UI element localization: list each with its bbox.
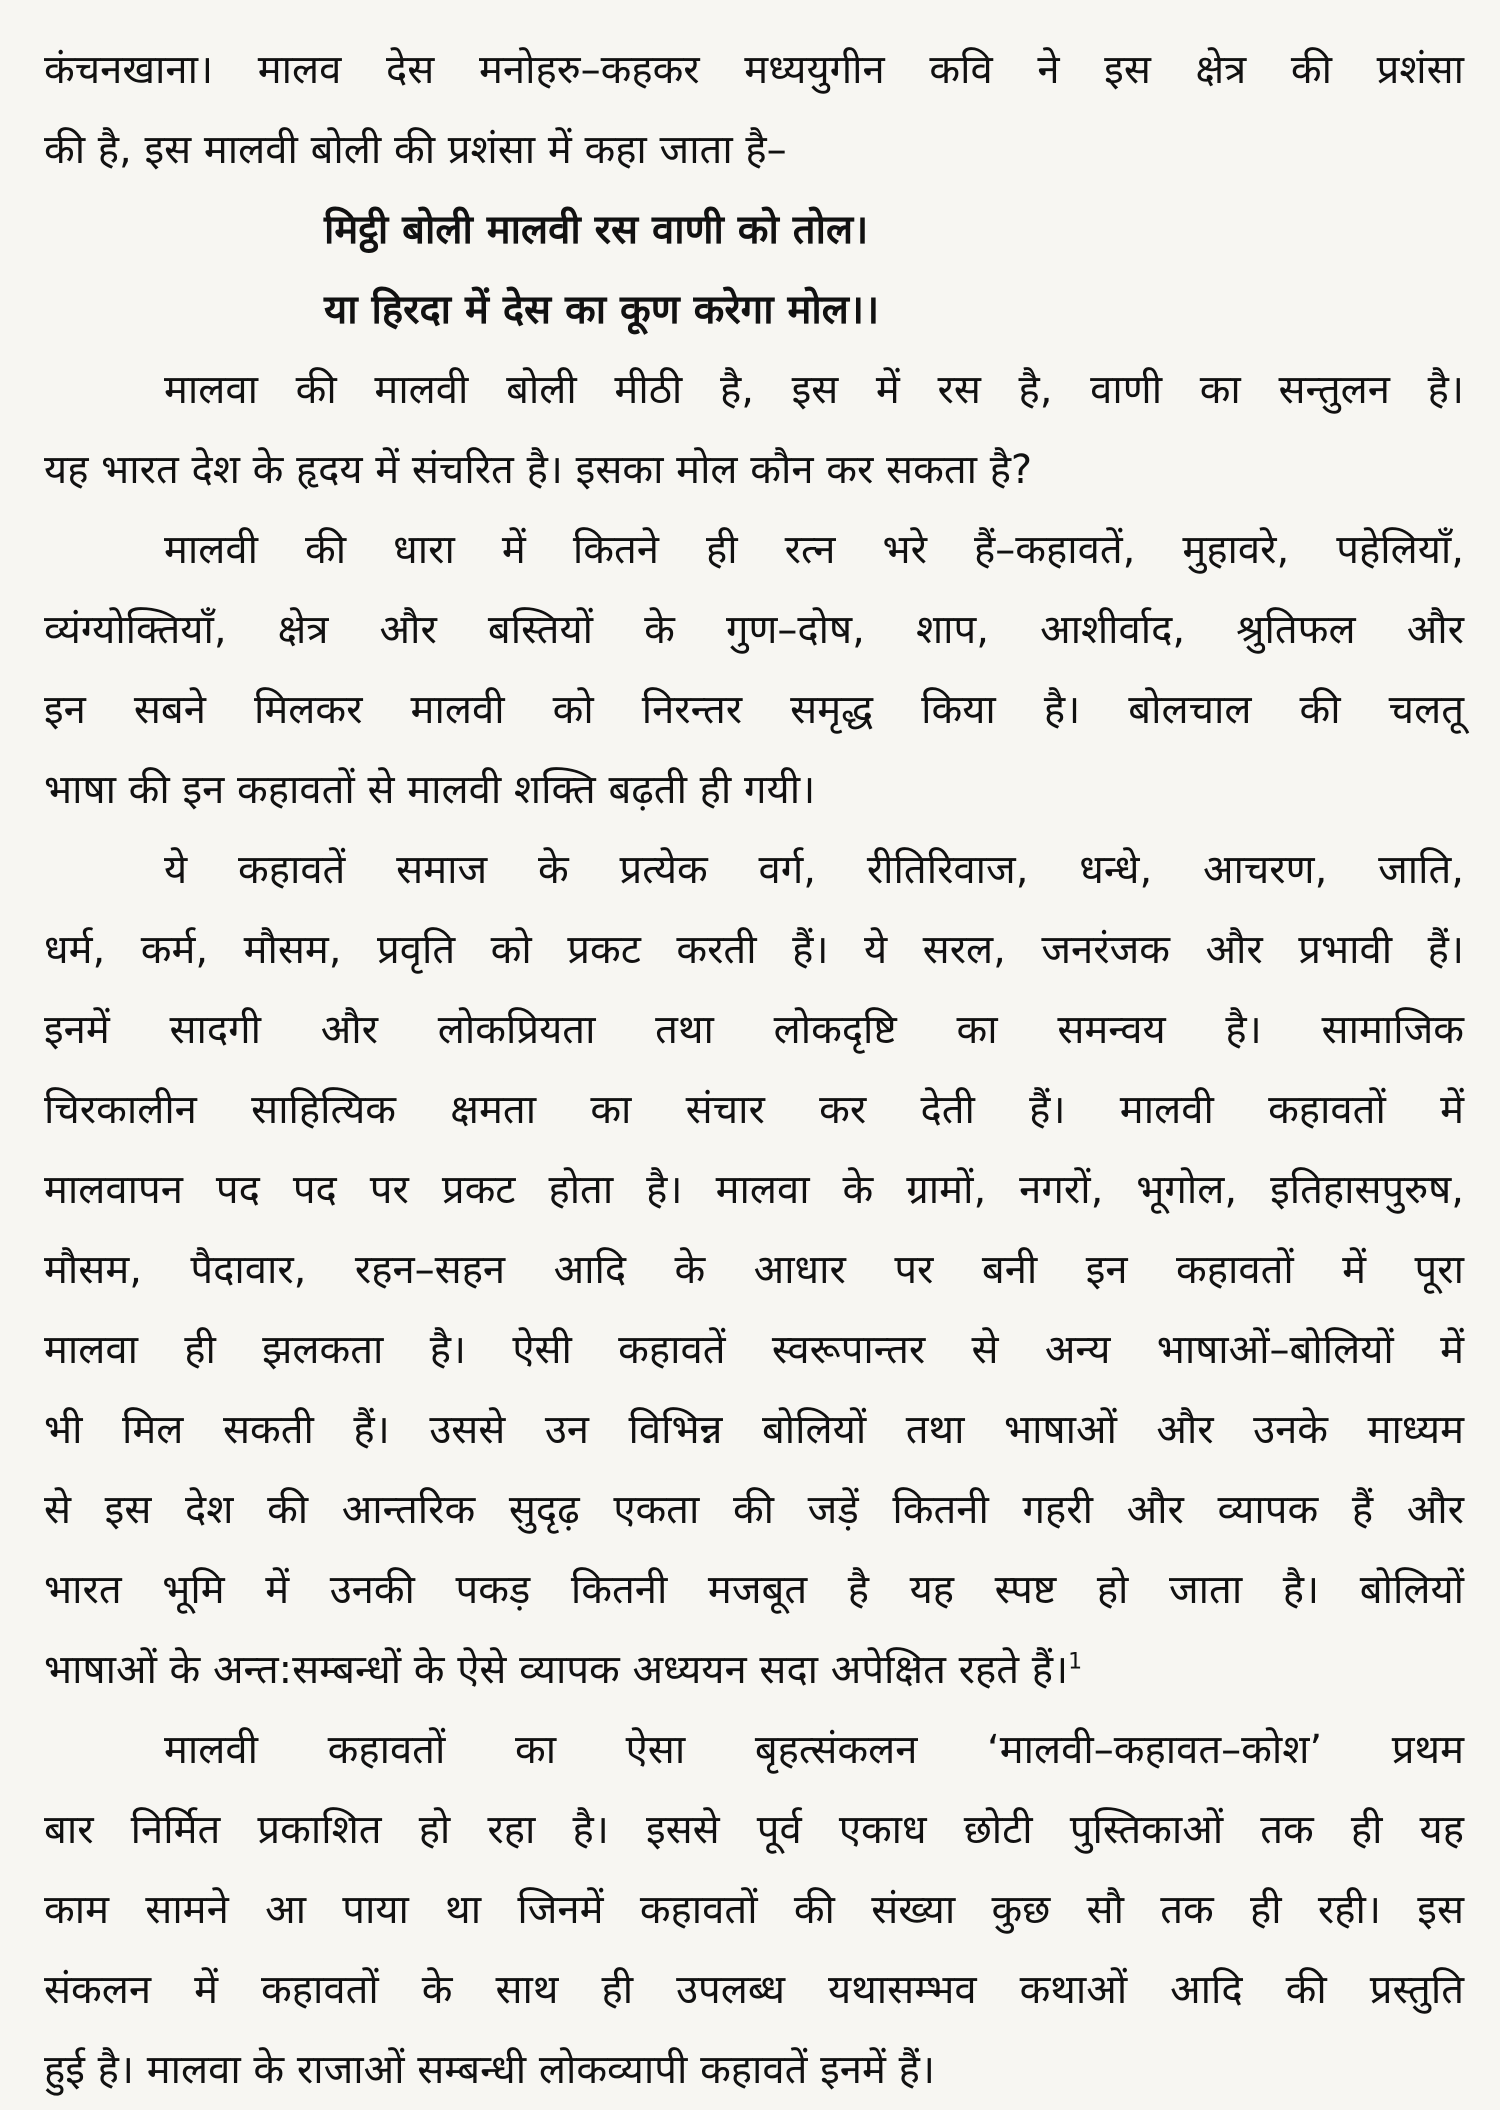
- footnote-mark[interactable]: 1: [1068, 1649, 1083, 1675]
- text-line: चिरकालीन साहित्यिक क्षमता का संचार कर देती हैं। मालवी कहावतों में: [44, 1087, 1464, 1133]
- text-line: मौसम, पैदावार, रहन–सहन आदि के आधार पर बनी इन कहावतों में पूरा: [44, 1247, 1464, 1293]
- text-line: धर्म, कर्म, मौसम, प्रवृति को प्रकट करती हैं। ये सरल, जनरंजक और प्रभावी हैं।: [44, 927, 1464, 973]
- paragraph-intro: [44, 30, 1464, 190]
- text-line: मालवी कहावतों का ऐसा बृहत्संकलन ‘मालवी–कहावत–कोश’ प्रथम: [164, 1727, 1464, 1773]
- text-line: से इस देश की आन्तरिक सुदृढ़ एकता की जड़ें कितनी गहरी और व्यापक हैं और: [44, 1487, 1464, 1533]
- text-line: यह भारत देश के हृदय में संचरित है। इसका मोल कौन कर सकता है?: [44, 447, 1033, 493]
- text-line: हुई है। मालवा के राजाओं सम्बन्धी लोकव्यापी कहावतें इनमें हैं।: [44, 2047, 936, 2093]
- text-line: की है, इस मालवी बोली की प्रशंसा में कहा जाता है–: [44, 127, 787, 173]
- text-line: काम सामने आ पाया था जिनमें कहावतों की संख्या कुछ सौ तक ही रही। इस: [44, 1887, 1464, 1933]
- text-line: भारत भूमि में उनकी पकड़ कितनी मजबूत है यह स्पष्ट हो जाता है। बोलियों: [44, 1567, 1464, 1613]
- paragraph-proverbs-society: [44, 830, 1464, 1710]
- text-line: भी मिल सकती हैं। उससे उन विभिन्न बोलियों तथा भाषाओं और उनके माध्यम: [44, 1407, 1464, 1453]
- paragraph-gems: [44, 510, 1464, 830]
- verse-line: मिट्ठी बोली मालवी रस वाणी को तोल।: [324, 207, 869, 253]
- text-line: बार निर्मित प्रकाशित हो रहा है। इससे पूर्व एकाध छोटी पुस्तिकाओं तक ही यह: [44, 1807, 1464, 1853]
- text-line: मालवा की मालवी बोली मीठी है, इस में रस है, वाणी का सन्तुलन है।: [164, 367, 1464, 413]
- text-line-with-footnote: [44, 1630, 1464, 1710]
- text-line: कंचनखाना। मालव देस मनोहरु–कहकर मध्ययुगीन कवि ने इस क्षेत्र की प्रशंसा: [44, 47, 1464, 93]
- verse-couplet: [44, 190, 1464, 350]
- text-line: संकलन में कहावतों के साथ ही उपलब्ध यथासम्भव कथाओं आदि की प्रस्तुति: [44, 1967, 1464, 2013]
- page-text: [44, 30, 1464, 2110]
- paragraph-compilation: [44, 1710, 1464, 2110]
- text-line: मालवापन पद पद पर प्रकट होता है। मालवा के ग्रामों, नगरों, भूगोल, इतिहासपुरुष,: [44, 1167, 1464, 1213]
- paragraph-malvi-sweetness: [44, 350, 1464, 510]
- text-line: भाषाओं के अन्त:सम्बन्धों के ऐसे व्यापक अध्ययन सदा अपेक्षित रहते हैं।: [44, 1647, 1069, 1693]
- text-line: भाषा की इन कहावतों से मालवी शक्ति बढ़ती ही गयी।: [44, 767, 816, 813]
- text-line: व्यंग्योक्तियाँ, क्षेत्र और बस्तियों के गुण–दोष, शाप, आशीर्वाद, श्रुतिफल और: [44, 607, 1464, 653]
- text-line: ये कहावतें समाज के प्रत्येक वर्ग, रीतिरिवाज, धन्धे, आचरण, जाति,: [164, 847, 1464, 893]
- text-line: इन सबने मिलकर मालवी को निरन्तर समृद्ध किया है। बोलचाल की चलतू: [44, 687, 1464, 733]
- text-line: मालवी की धारा में कितने ही रत्न भरे हैं–कहावतें, मुहावरे, पहेलियाँ,: [164, 527, 1464, 573]
- text-line: मालवा ही झलकता है। ऐसी कहावतें स्वरूपान्तर से अन्य भाषाओं–बोलियों में: [44, 1327, 1464, 1373]
- verse-line: या हिरदा में देस का कूण करेगा मोल।।: [324, 287, 880, 333]
- text-line: इनमें सादगी और लोकप्रियता तथा लोकदृष्टि का समन्वय है। सामाजिक: [44, 1007, 1464, 1053]
